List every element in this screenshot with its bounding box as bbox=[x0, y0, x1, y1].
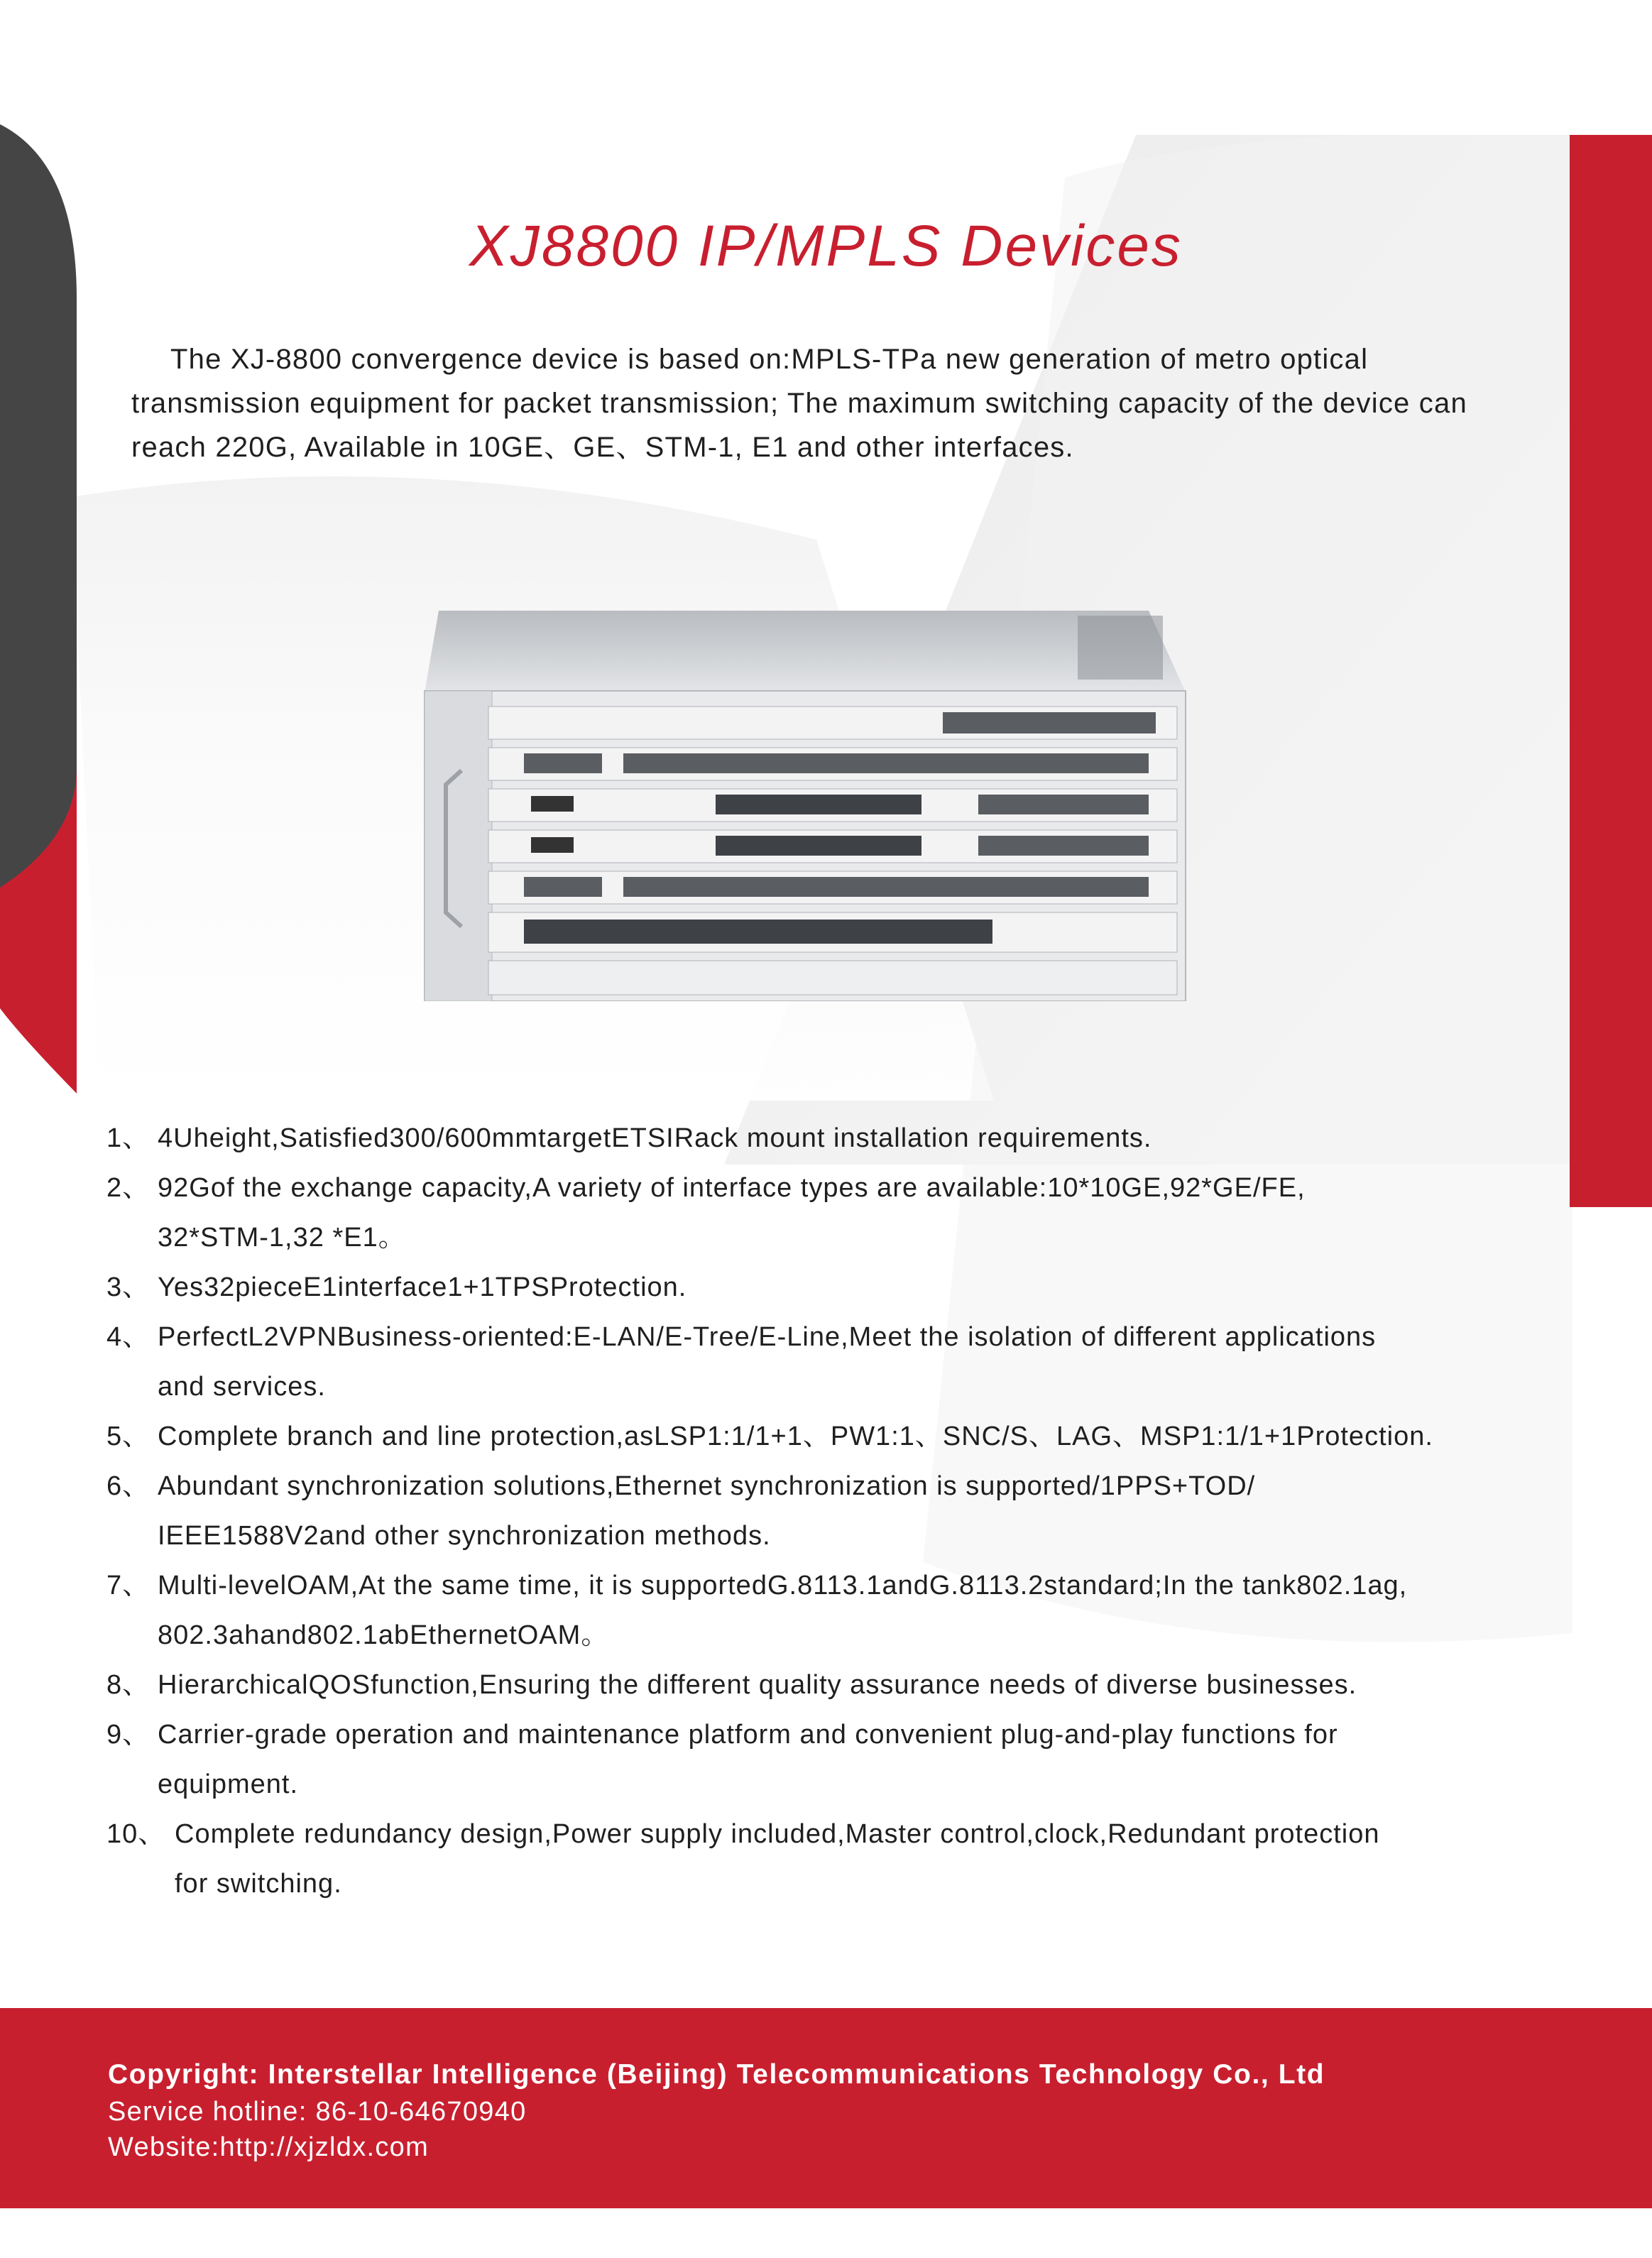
page-title: XJ8800 IP/MPLS Devices bbox=[469, 214, 1183, 278]
feature-item bbox=[106, 1362, 1597, 1412]
feature-text: PerfectL2VPNBusiness-oriented:E-LAN/E-Tree/E-Line,Meet the isolation of different applications bbox=[158, 1322, 1377, 1352]
feature-item bbox=[106, 1461, 1597, 1511]
feature-text: 92Gof the exchange capacity,A variety of interface types are available:10*10GE,92*GE/FE, bbox=[158, 1173, 1306, 1203]
footer-hotline: Service hotline: 86-10-64670940 bbox=[108, 2097, 527, 2127]
feature-text: equipment. bbox=[158, 1769, 299, 1799]
feature-text: 4Uheight,Satisfied300/600mmtargetETSIRack mount installation requirements. bbox=[158, 1123, 1152, 1153]
feature-number: 5、 bbox=[106, 1422, 151, 1451]
feature-item bbox=[106, 1561, 1597, 1610]
feature-item bbox=[106, 1412, 1597, 1461]
feature-text: Carrier-grade operation and maintenance platform and convenient plug-and-play functions for bbox=[158, 1720, 1338, 1750]
feature-number: 3、 bbox=[106, 1272, 151, 1302]
intro-line-1: The XJ-8800 convergence device is based on:MPLS-TPa new generation of metro optical bbox=[170, 344, 1369, 375]
intro-line-3: reach 220G, Available in 10GE、GE、STM-1, E1 and other interfaces. bbox=[131, 432, 1074, 463]
left-decorative-shape bbox=[0, 0, 85, 1108]
feature-text: HierarchicalQOSfunction,Ensuring the different quality assurance needs of diverse businesses. bbox=[158, 1670, 1357, 1700]
feature-number: 7、 bbox=[106, 1571, 151, 1600]
feature-item bbox=[106, 1312, 1597, 1362]
feature-item bbox=[106, 1511, 1597, 1561]
feature-list bbox=[106, 1113, 1597, 1909]
intro-paragraph bbox=[131, 337, 1544, 469]
intro-line-2: transmission equipment for packet transmission; The maximum switching capacity of the device can bbox=[131, 388, 1467, 419]
feature-item bbox=[106, 1809, 1597, 1859]
feature-text: Complete redundancy design,Power supply included,Master control,clock,Redundant protection bbox=[175, 1819, 1380, 1849]
right-accent-bar bbox=[1570, 135, 1652, 1207]
feature-number: 4、 bbox=[106, 1322, 151, 1352]
feature-item bbox=[106, 1760, 1597, 1809]
feature-number: 9、 bbox=[106, 1720, 151, 1750]
network-chassis-photo bbox=[417, 607, 1213, 1001]
feature-item bbox=[106, 1163, 1597, 1213]
feature-item bbox=[106, 1262, 1597, 1312]
feature-item bbox=[106, 1660, 1597, 1710]
footer-website[interactable]: Website:http://xjzldx.com bbox=[108, 2132, 430, 2162]
feature-item bbox=[106, 1710, 1597, 1760]
feature-item bbox=[106, 1113, 1597, 1163]
feature-text: Abundant synchronization solutions,Ethernet synchronization is supported/1PPS+TOD/ bbox=[158, 1471, 1256, 1501]
feature-item bbox=[106, 1213, 1597, 1262]
feature-item bbox=[106, 1610, 1597, 1660]
feature-text: 802.3ahand802.1abEthernetOAM。 bbox=[158, 1620, 609, 1650]
footer-copyright: Copyright: Interstellar Intelligence (Beijing) Telecommunications Technology Co., Ltd bbox=[108, 2059, 1325, 2090]
feature-number: 1、 bbox=[106, 1123, 151, 1153]
feature-text: and services. bbox=[158, 1372, 326, 1402]
feature-number: 8、 bbox=[106, 1670, 151, 1700]
feature-text: Multi-levelOAM,At the same time, it is supportedG.8113.1andG.8113.2standard;In the tank802.1ag, bbox=[158, 1571, 1408, 1600]
feature-text: Complete branch and line protection,asLSP1:1/1+1、PW1:1、SNC/S、LAG、MSP1:1/1+1Protection. bbox=[158, 1422, 1433, 1451]
feature-item bbox=[106, 1859, 1597, 1909]
footer bbox=[0, 2008, 1652, 2208]
feature-number: 6、 bbox=[106, 1471, 151, 1501]
feature-text: IEEE1588V2and other synchronization methods. bbox=[158, 1521, 771, 1551]
feature-number: 2、 bbox=[106, 1173, 151, 1203]
feature-number: 10、 bbox=[106, 1819, 166, 1849]
feature-text: for switching. bbox=[175, 1869, 342, 1899]
feature-text: Yes32pieceE1interface1+1TPSProtection. bbox=[158, 1272, 687, 1302]
feature-text: 32*STM-1,32 *E1。 bbox=[158, 1223, 406, 1253]
